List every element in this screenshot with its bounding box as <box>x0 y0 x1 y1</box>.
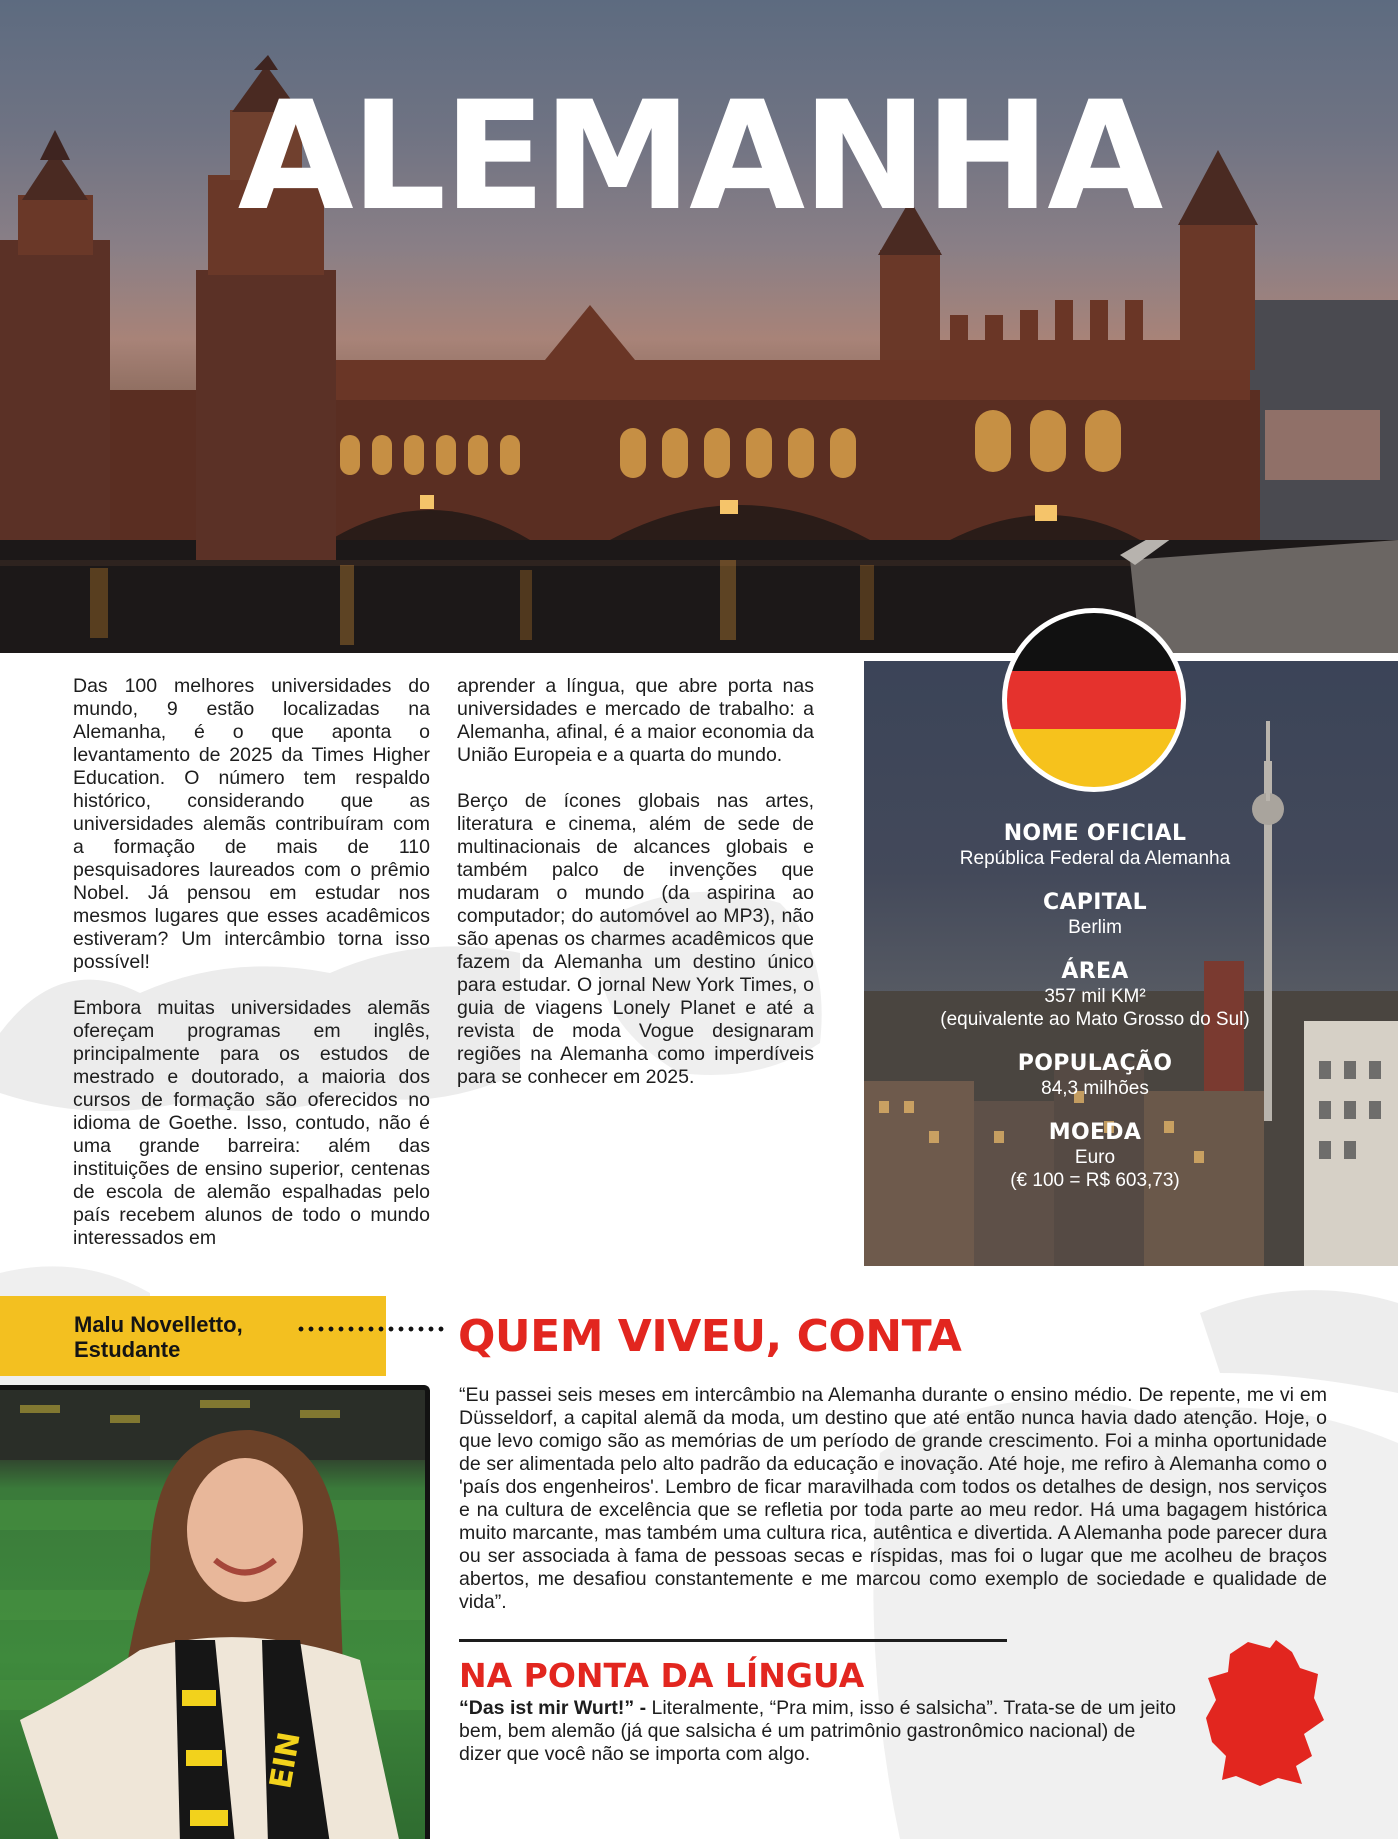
fact-capital <box>864 890 1326 939</box>
fact-value-note: (€ 100 = R$ 603,73) <box>1010 1170 1180 1191</box>
tip-phrase: “Das ist mir Wurt!” - <box>459 1697 647 1719</box>
section-title-testimonial: QUEM VIVEU, CONTA <box>458 1311 962 1362</box>
student-photo <box>0 1385 430 1839</box>
fact-value: República Federal da Alemanha <box>959 848 1231 869</box>
student-at-stadium-illustration <box>0 1390 430 1839</box>
fact-label: MOEDA <box>1048 1120 1142 1145</box>
intro-column-2 <box>457 675 814 1112</box>
testimonial-name: Malu Novelletto, <box>74 1312 243 1337</box>
fact-area <box>864 959 1326 1031</box>
fact-label: CAPITAL <box>1043 890 1147 915</box>
intro-paragraph: Berço de ícones globais nas artes, literatura e cinema, além de sede de multinacionais de alcances globais e também palco de invenções que mudaram o mundo (da aspirina ao computador; do automóvel ao MP3), não são apenas os charmes acadêmicos que fazem da Alemanha um destino único para estudar. O jornal New York Times, o guia de viagens Lonely Planet e até a revista de moda Vogue designaram regiões na Alemanha como imperdíveis para se conhecer em 2025. <box>457 790 814 1088</box>
fact-label: NOME OFICIAL <box>1003 821 1187 846</box>
tip-explanation: Literalmente, “Pra mim, isso é salsicha”. Trata-se de um jeito bem, bem alemão (já que salsicha é um patrimônio gastronômico nacional) de dizer que você não se importa com algo. <box>459 1697 1177 1765</box>
intro-paragraph: Das 100 melhores universidades do mundo, 9 estão localizadas na Alemanha, é o que aponta o levantamento de 2025 da Times Higher Education. O número tem respaldo histórico, considerando que as universidades alemãs contribuíram com a formação de mais de 110 pesquisadores laureados com o prêmio Nobel. Já pensou em estudar nos mesmos lugares que esses acadêmicos estiveram? Um intercâmbio torna isso possível! <box>73 675 430 973</box>
intro-paragraph: aprender a língua, que abre porta nas universidades e mercado de trabalho: a Alemanha, afinal, é a maior economia da União Europeia e a quarta do mundo. <box>457 675 814 766</box>
fact-label: POPULAÇÃO <box>1017 1051 1173 1076</box>
divider <box>459 1639 1007 1642</box>
fact-value: 84,3 milhões <box>1041 1078 1149 1099</box>
testimonial-quote: “Eu passei seis meses em intercâmbio na Alemanha durante o ensino médio. De repente, me vi em Düsseldorf, a capital alemã da moda, um destino que até então nunca havia dado atenção. Hoje, o que levo comigo são as memórias de um período de grande crescimento. Foi a minha oportunidade de ser alimentada pelo alto padrão da educação e inovação. Até hoje, me refiro à Alemanha como o 'país dos engenheiros'. Lembro de ficar maravilhada com todos os detalhes de design, nos serviços e na cultura de excelência que se refletia por toda parte ao meu redor. Há uma bagagem histórica muito marcante, mas também uma cultura rica, autêntica e divertida. A Alemanha pode parecer dura ou ser associada à fama de pessoas secas e ríspidas, mas foi o lugar que me acolheu de braços abertos, me desafiou constantemente e me marcou como exemplo de sociedade e qualidade de vida”. <box>459 1384 1327 1613</box>
fact-value: Berlim <box>1068 917 1122 938</box>
flag-stripe-red <box>1007 671 1181 729</box>
dotted-leader <box>296 1324 444 1334</box>
fact-value: 357 mil KM² <box>1044 986 1146 1007</box>
page-title: ALEMANHA <box>237 70 1161 244</box>
germany-map-icon <box>1200 1638 1330 1788</box>
tip-text <box>459 1697 1183 1766</box>
scarf-lettering: EIN <box>263 1729 308 1792</box>
fact-value: Euro <box>1074 1147 1116 1168</box>
germany-flag-icon <box>1002 608 1186 792</box>
fact-label: ÁREA <box>1061 959 1129 984</box>
fact-value-note: (equivalente ao Mato Grosso do Sul) <box>940 1009 1250 1030</box>
fact-official-name <box>864 821 1326 870</box>
fact-currency <box>864 1120 1326 1192</box>
testimonial-name-bar <box>0 1296 386 1376</box>
testimonial-role: Estudante <box>74 1337 181 1362</box>
section-title-tip: NA PONTA DA LÍNGUA <box>459 1656 865 1695</box>
intro-column-1 <box>73 675 430 1273</box>
hero-photo <box>0 0 1398 653</box>
intro-paragraph: Embora muitas universidades alemãs ofereçam programas em inglês, principalmente para os estudos de mestrado e doutorado, a maioria dos cursos de formação são oferecidos no idioma de Goethe. Isso, contudo, não é uma grande barreira: além das instituições de ensino superior, centenas de escola de alemão espalhadas pelo país recebem alunos de todo o mundo interessados em <box>73 997 430 1249</box>
fact-list <box>864 821 1326 1212</box>
fact-population <box>864 1051 1326 1100</box>
